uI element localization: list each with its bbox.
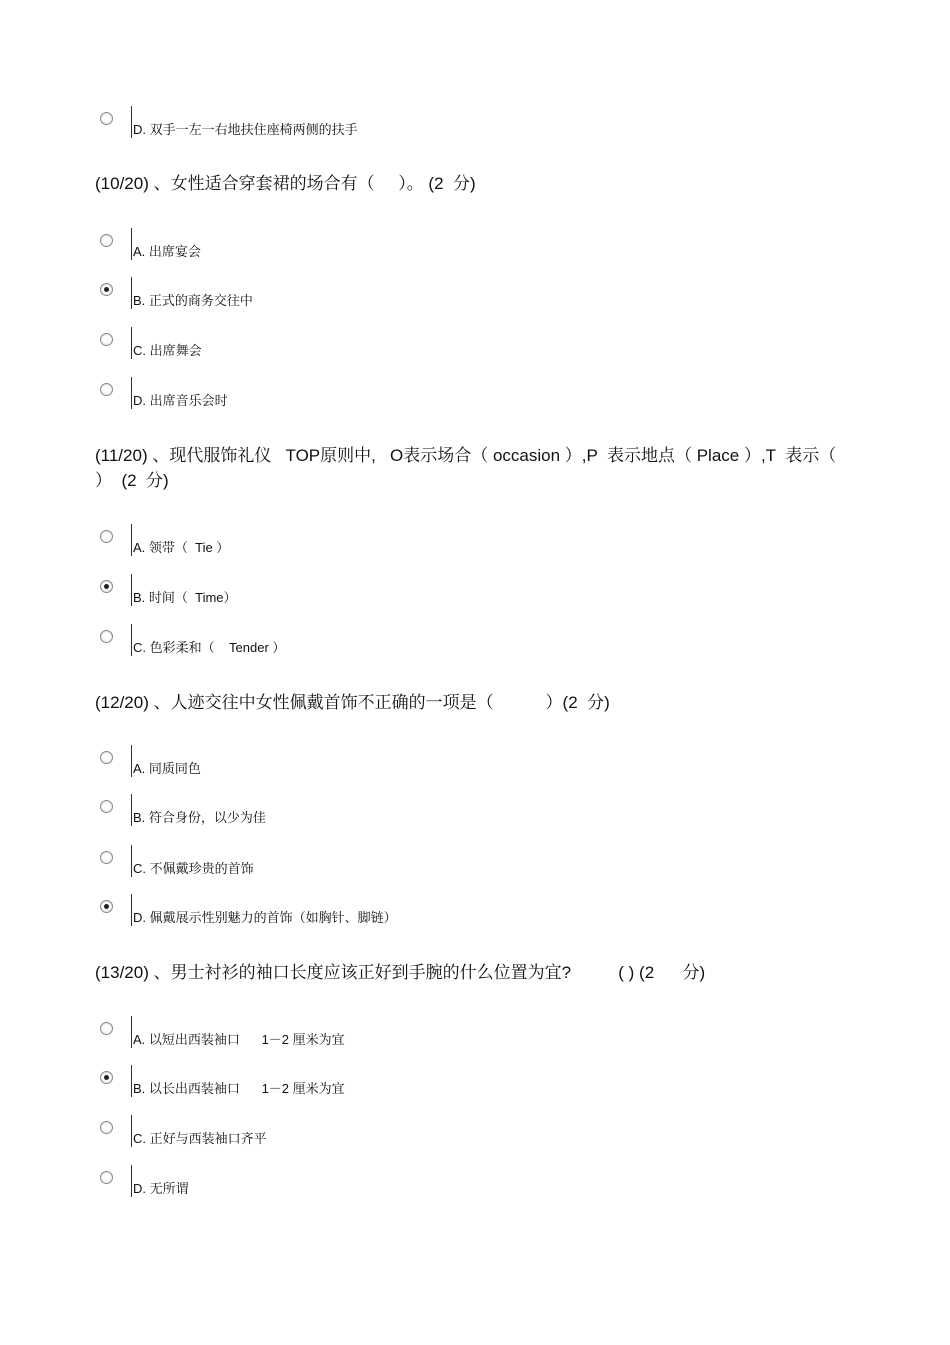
option-label: C. 正好与西装袖口齐平 bbox=[133, 1131, 267, 1146]
radio-button[interactable] bbox=[100, 851, 113, 864]
radio-button[interactable] bbox=[100, 580, 113, 593]
option-label: D. 出席音乐会时 bbox=[133, 393, 228, 408]
radio-button[interactable] bbox=[100, 900, 113, 913]
option-divider bbox=[131, 1165, 132, 1197]
option-label: A. 以短出西装袖口 1－2 厘米为宜 bbox=[133, 1032, 345, 1047]
radio-button[interactable] bbox=[100, 751, 113, 764]
radio-button[interactable] bbox=[100, 383, 113, 396]
option-q12-c[interactable] bbox=[100, 845, 600, 879]
option-label: B. 符合身份，以少为佳 bbox=[133, 810, 266, 825]
option-divider bbox=[131, 327, 132, 359]
radio-button[interactable] bbox=[100, 112, 113, 125]
option-divider bbox=[131, 228, 132, 260]
option-q13-b[interactable] bbox=[100, 1065, 600, 1099]
option-label: B. 以长出西装袖口 1－2 厘米为宜 bbox=[133, 1081, 345, 1096]
option-divider bbox=[131, 1016, 132, 1048]
option-divider bbox=[131, 794, 132, 826]
radio-button[interactable] bbox=[100, 1022, 113, 1035]
option-label: D. 双手一左一右地扶住座椅两侧的扶手 bbox=[133, 122, 358, 137]
radio-button[interactable] bbox=[100, 800, 113, 813]
option-label: B. 正式的商务交往中 bbox=[133, 293, 253, 308]
option-label: A. 同质同色 bbox=[133, 761, 201, 776]
option-label: A. 出席宴会 bbox=[133, 244, 201, 259]
option-q11-b[interactable] bbox=[100, 574, 600, 608]
question-title: (10/20) 、女性适合穿套裙的场合有（ ）。 (2 分) bbox=[95, 174, 476, 193]
radio-button[interactable] bbox=[100, 283, 113, 296]
option-q9-d[interactable] bbox=[100, 106, 600, 140]
option-divider bbox=[131, 277, 132, 309]
option-divider bbox=[131, 574, 132, 606]
option-q13-c[interactable] bbox=[100, 1115, 600, 1149]
option-divider bbox=[131, 1065, 132, 1097]
option-q13-a[interactable] bbox=[100, 1016, 600, 1050]
option-label: B. 时间（ Time） bbox=[133, 590, 237, 605]
option-label: A. 领带（ Tie ） bbox=[133, 540, 230, 555]
option-q11-a[interactable] bbox=[100, 524, 600, 558]
radio-button[interactable] bbox=[100, 1121, 113, 1134]
question-title: (13/20) 、男士衬衫的袖口长度应该正好到手腕的什么位置为宜? ( ) (2 分) bbox=[95, 963, 706, 982]
option-q12-d[interactable] bbox=[100, 894, 600, 928]
option-q10-a[interactable] bbox=[100, 228, 600, 262]
option-label: C. 色彩柔和（ Tender ） bbox=[133, 640, 286, 655]
radio-button[interactable] bbox=[100, 1071, 113, 1084]
option-divider bbox=[131, 745, 132, 777]
option-divider bbox=[131, 894, 132, 926]
option-q13-d[interactable] bbox=[100, 1165, 600, 1199]
option-q11-c[interactable] bbox=[100, 624, 600, 658]
option-divider bbox=[131, 524, 132, 556]
radio-button[interactable] bbox=[100, 234, 113, 247]
option-label: D. 无所谓 bbox=[133, 1181, 189, 1196]
question-title: (11/20) 、现代服饰礼仪 TOP原则中, O表示场合（ occasion ）,P 表示地点（ Place ）,T 表示（ ） (2 分) bbox=[95, 446, 846, 490]
option-divider bbox=[131, 845, 132, 877]
option-q10-c[interactable] bbox=[100, 327, 600, 361]
option-q10-d[interactable] bbox=[100, 377, 600, 411]
radio-button[interactable] bbox=[100, 530, 113, 543]
question-title: (12/20) 、人迹交往中女性佩戴首饰不正确的一项是（ ）(2 分) bbox=[95, 693, 610, 712]
radio-button[interactable] bbox=[100, 333, 113, 346]
radio-button[interactable] bbox=[100, 630, 113, 643]
option-q12-a[interactable] bbox=[100, 745, 600, 779]
option-divider bbox=[131, 377, 132, 409]
radio-button[interactable] bbox=[100, 1171, 113, 1184]
option-q10-b[interactable] bbox=[100, 277, 600, 311]
option-divider bbox=[131, 106, 132, 138]
option-q12-b[interactable] bbox=[100, 794, 600, 828]
option-divider bbox=[131, 624, 132, 656]
option-label: C. 不佩戴珍贵的首饰 bbox=[133, 861, 254, 876]
option-divider bbox=[131, 1115, 132, 1147]
option-label: D. 佩戴展示性别魅力的首饰（如胸针、脚链） bbox=[133, 910, 397, 925]
option-label: C. 出席舞会 bbox=[133, 343, 202, 358]
